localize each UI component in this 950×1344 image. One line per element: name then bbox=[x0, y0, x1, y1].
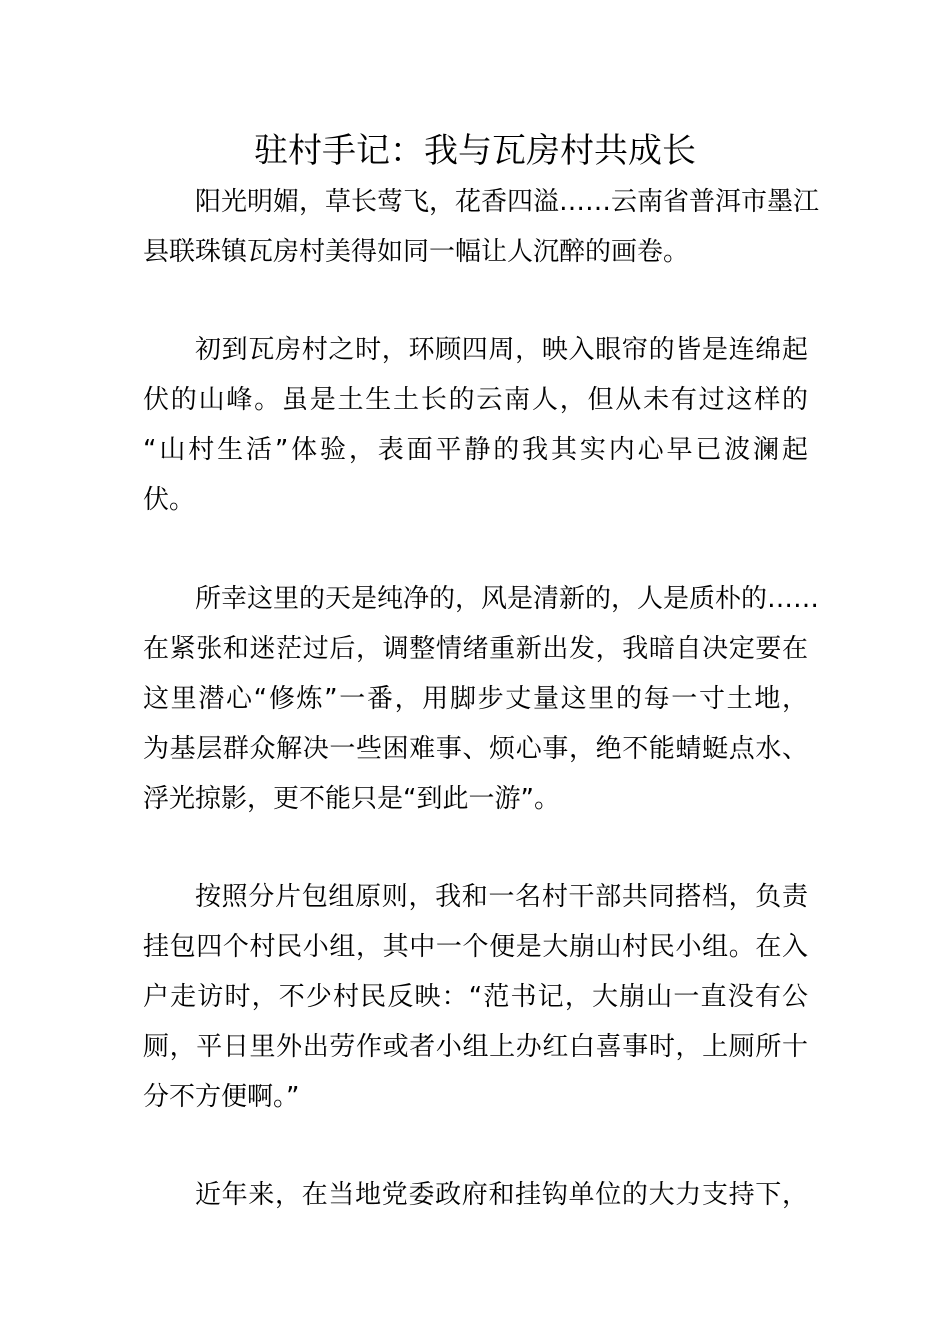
paragraph-line: 伏。 bbox=[143, 485, 196, 515]
paragraph-line: 分不方便啊。” bbox=[143, 1082, 300, 1112]
paragraph-line: 为基层群众解决一些困难事、烦心事，绝不能蜻蜓点水、 bbox=[143, 734, 808, 764]
paragraph-3 bbox=[143, 574, 820, 824]
paragraph-line: 县联珠镇瓦房村美得如同一幅让人沉醉的画卷。 bbox=[143, 237, 690, 267]
paragraph-line: 初到瓦房村之时，环顾四周，映入眼帘的皆是连绵起 bbox=[195, 335, 808, 365]
paragraph-line: 按照分片包组原则，我和一名村干部共同搭档，负责 bbox=[195, 882, 808, 912]
paragraph-line: 伏的山峰。虽是土生土长的云南人，但从未有过这样的 bbox=[143, 385, 808, 415]
paragraph-line: 挂包四个村民小组，其中一个便是大崩山村民小组。在入 bbox=[143, 932, 808, 962]
paragraph-line: 近年来，在当地党委政府和挂钩单位的大力支持下， bbox=[195, 1180, 808, 1210]
paragraph-line: 户走访时，不少村民反映：“范书记，大崩山一直没有公 bbox=[143, 982, 808, 1012]
paragraph-line: 在紧张和迷茫过后，调整情绪重新出发，我暗自决定要在 bbox=[143, 634, 808, 664]
paragraph-2 bbox=[143, 325, 808, 525]
paragraph-line: “山村生活”体验，表面平静的我其实内心早已波澜起 bbox=[143, 435, 808, 465]
paragraph-5 bbox=[143, 1170, 808, 1220]
paragraph-1 bbox=[143, 177, 820, 277]
paragraph-line: 厕，平日里外出劳作或者小组上办红白喜事时，上厕所十 bbox=[143, 1032, 808, 1062]
document-title: 驻村手记：我与瓦房村共成长 bbox=[254, 131, 696, 171]
paragraph-line: 阳光明媚，草长莺飞，花香四溢……云南省普洱市墨江 bbox=[195, 187, 820, 217]
paragraph-4 bbox=[143, 872, 808, 1122]
paragraph-line: 所幸这里的天是纯净的，风是清新的，人是质朴的…… bbox=[195, 584, 820, 614]
paragraph-line: 这里潜心“修炼”一番，用脚步丈量这里的每一寸土地， bbox=[143, 684, 808, 714]
paragraph-line: 浮光掠影，更不能只是“到此一游”。 bbox=[143, 784, 560, 814]
